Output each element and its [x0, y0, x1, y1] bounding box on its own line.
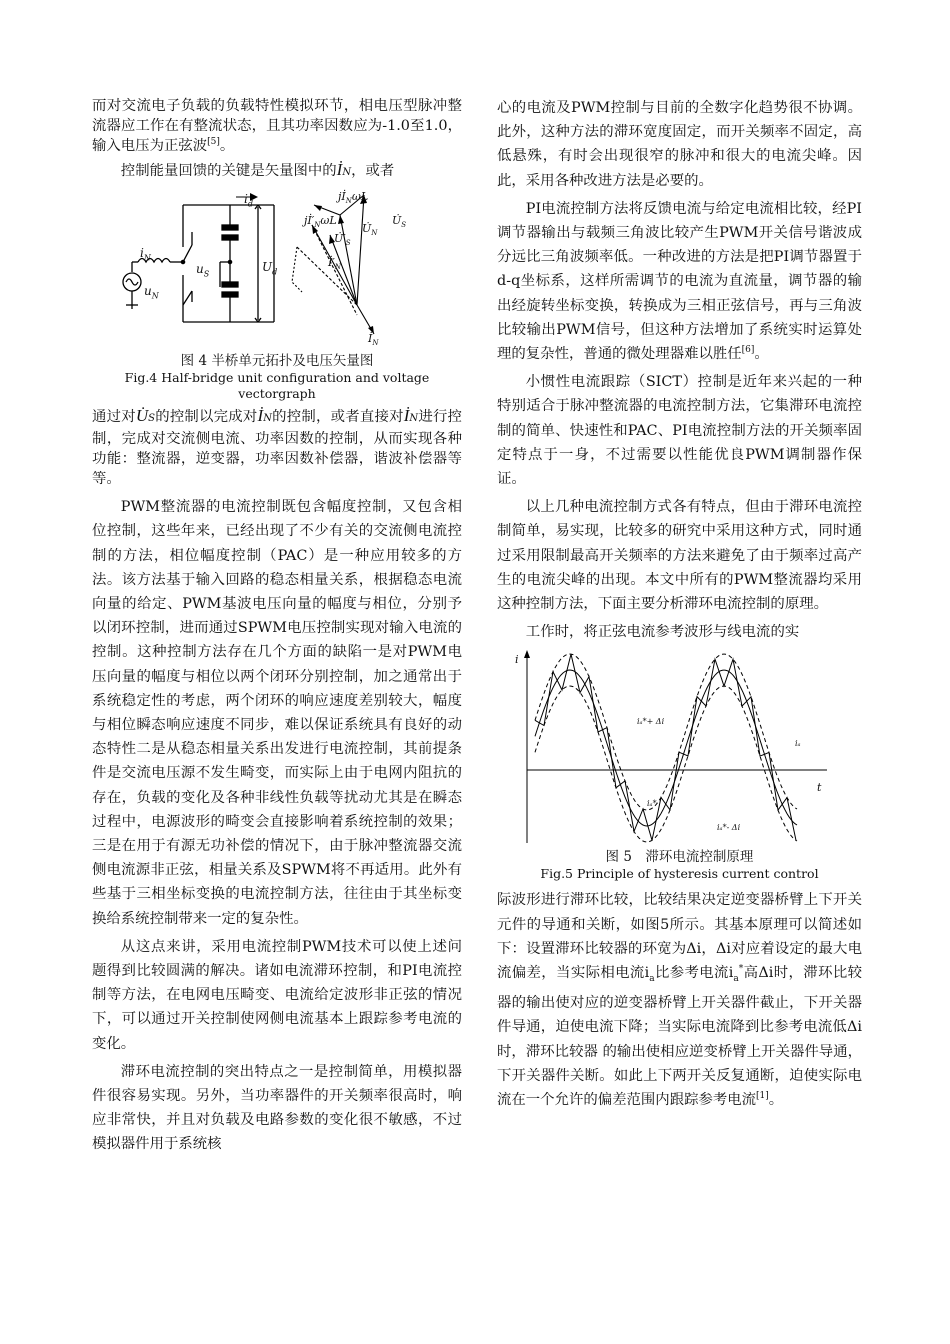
figure-4: [92, 187, 462, 352]
label-id: $i_d$: [244, 192, 253, 209]
left-para-2: 控制能量回馈的关键是矢量图中的İN，或者: [120, 160, 395, 179]
right-para-2: PI电流控制方法将反馈电流与给定电流相比较，经PI调节器输出与载频三角波比较产生PWM开关信号谐波成分远比三角波频率低。一种改进的方法是把PI调节器置于d-q坐标系，这样所需调节的电流为直流量，调节器的输出经旋转坐标变换，转换成为三相正弦信号，再与三角波比较输出PWM信号，但这种方法增加了系统实时运算处理的复杂性，普通的微处理器难以胜任[6]。: [497, 200, 862, 363]
right-para-5: 工作时，将正弦电流参考波形与线电流的实: [525, 624, 800, 641]
figure-5-caption-en: Fig.5 Principle of hysteresis current control: [540, 866, 819, 882]
actual-current-label: iₐ: [795, 739, 801, 749]
figure-5: [497, 648, 862, 848]
right-para-4: 以上几种电流控制方式各有特点，但由于滞环电流控制简单，易实现，比较多的研究中采用这种方式，同时通过采用限制最高开关频率的方法来避免了由于频率过高产生的电流尖峰的出现。本文中所有的PWM整流器均采用这种控制方法，下面主要分析滞环电流控制的原理。: [497, 499, 862, 613]
label-un: $u_N$: [144, 284, 159, 301]
x-axis-label: t: [817, 781, 822, 795]
hysteresis-waveform: [497, 648, 862, 848]
label-us-vec: $U̇_S$: [392, 214, 407, 230]
label-us-prime: $U̇'_S$: [334, 232, 351, 248]
right-column: [497, 96, 862, 1112]
left-para-5: 从这点来讲，采用电流控制PWM技术可以使上述问题得到比较圆满的解决。诸如电流滞环控制，和PI电流控制等方法，在电网电压畸变、电流给定波形非正弦的情况下，可以通过开关控制使网侧电流基本上跟踪参考电流的变化。: [92, 938, 462, 1052]
label-un-vec: $U̇_N$: [362, 222, 378, 238]
right-para-3: 小惯性电流跟踪（SICT）控制是近年来兴起的一种特别适合于脉冲整流器的电流控制方法，它集滞环电流控制的简单、快速性和PAC、PI电流控制方法的开关频率固定特点于一身，不过需要以性能优良PWM调制器作保证。: [497, 374, 862, 488]
label-in-prime: $İ'_N$: [328, 256, 341, 272]
label-in: $i_N$: [140, 246, 151, 263]
label-in-vec: $İ_N$: [368, 332, 379, 348]
left-para-6: 滞环电流控制的突出特点之一是控制简单，用模拟器件很容易实现。另外，当功率器件的开关频率很高时，响应非常快，并且对负载及电路参数的变化很不敏感，不过模拟器件用于系统核: [92, 1063, 462, 1153]
label-ud: $U_d$: [262, 260, 278, 277]
upper-band-label: iₐ*+ Δi: [637, 717, 665, 727]
figure-4-caption-cn: 图 4 半桥单元拓扑及电压矢量图: [180, 353, 374, 370]
left-column: [92, 96, 462, 1157]
left-para-3: 通过对U̇S的控制以完成对İN的控制，或者直接对İN进行控制，完成对交流侧电流、功率因数的控制，从而实现各种功能：整流器，逆变器，功率因数补偿器，谐波补偿器等等。: [92, 406, 462, 488]
right-para-1: 心的电流及PWM控制与目前的全数字化趋势很不协调。此外，这种方法的滞环宽度固定，而开关频率不固定，高低悬殊，有时会出现很窄的脉冲和很大的电流尖峰。因此，采用各种改进方法是必要的。: [497, 100, 862, 189]
figure-5-caption-cn: 图 5 滞环电流控制原理: [605, 849, 754, 866]
label-jinwl-prime: $jİ'_N\omega L$: [304, 214, 337, 230]
reference-current-label: iₐ*: [647, 799, 657, 809]
lower-band-curve: [535, 686, 797, 842]
lower-band-label: iₐ*- Δi: [717, 823, 741, 833]
left-para-4: PWM整流器的电流控制既包含幅度控制，又包含相位控制，这些年来，已经出现了不少有关的交流侧电流控制的方法，相位幅度控制（PAC）是一种应用较多的方法。该方法基于输入回路的稳态相量关系，根据稳态电流向量的给定、PWM基波电压向量的幅度与相位，分别予以闭环控制，进而通过SPWM电压控制实现对输入电流的控制。这种控制方法存在几个方面的缺陷一是对PWM电压向量的幅度与相位以两个闭环分别控制，加之通常出于系统稳定性的考虑，两个闭环的响应速度差别较大，幅度与相位瞬态响应速度不同步，难以保证系统具有良好的动态特性二是从稳态相量关系出发进行电流控制，其前提条件是交流电压源不发生畸变，而实际上由于电网内阻抗的存在，负载的变化及各种非线性负载等扰动尤其是在瞬态过程中，电源波形的畸变会直接影响着系统控制的效果；三是在用于有源无功补偿的情况下，由于脉冲整流器交流侧电流源非正弦，相量关系及SPWM将不再适用。此外有些基于三相坐标变换的电流控制方法，往往由于其坐标变换给系统控制带来一定的复杂性。: [92, 499, 462, 927]
label-us: $u_S$: [196, 262, 210, 279]
right-para-6: 际波形进行滞环比较，比较结果决定逆变器桥臂上下开关元件的导通和关断，如图5所示。其基本原理可以简述如下：设置滞环比较器的环宽为Δi，Δi对应着设定的最大电流偏差，当实际相电流$i_a$比参考电流$i_a^*$高Δi时，滞环比较器的输出使对应的逆变器桥臂上开关器件截止，下开关器件导通，迫使电流下降；当实际电流降到比参考电流低Δi时，滞环比较器 的输出使相应逆变桥臂上开关器件导通，下开关器件关断。如此上下两开关反复通断，迫使实际电流在一个允许的偏差范围内跟踪参考电流[1]。: [497, 892, 862, 1108]
label-jinwl: $jİ_N\omega L$: [338, 190, 369, 206]
reference-curve: [535, 670, 797, 826]
left-para-1: 而对交流电子负载的负载特性模拟环节，相电压型脉冲整流器应工作在有整流状态，且其功率因数应为-1.0至1.0，输入电压为正弦波[5]。: [92, 98, 462, 154]
y-axis-label: i: [515, 653, 519, 667]
figure-4-caption-en: Fig.4 Half-bridge unit configuration and voltage vectorgraph: [124, 370, 430, 402]
